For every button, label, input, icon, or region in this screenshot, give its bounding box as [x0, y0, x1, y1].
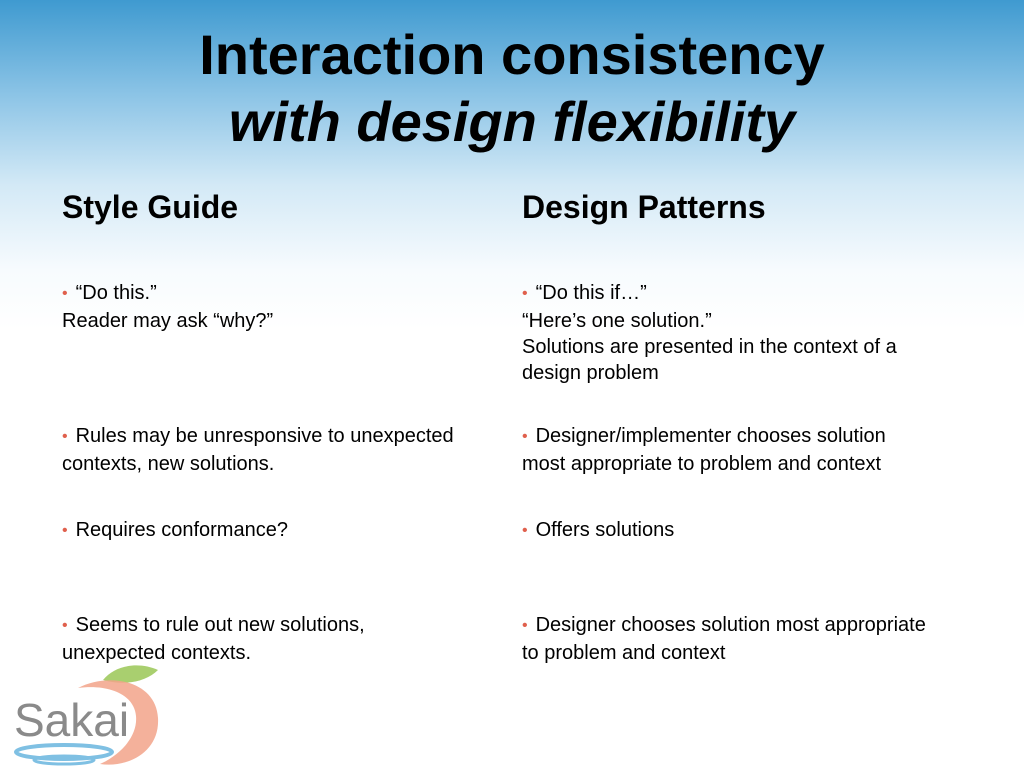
design-patterns-item-3	[522, 517, 962, 545]
item-text: Designer/implementer chooses solution	[535, 425, 886, 447]
style-guide-item-1	[62, 280, 502, 334]
style-guide-heading: Style Guide	[62, 189, 239, 225]
design-patterns-item-1	[522, 280, 962, 386]
style-guide-item-4	[62, 612, 502, 666]
slide-title: Interaction consistency	[199, 23, 825, 86]
style-guide-item-3	[62, 517, 502, 545]
bullet-icon: •	[522, 428, 528, 445]
bullet-icon: •	[62, 617, 68, 634]
item-line	[62, 612, 502, 640]
item-line: design problem	[522, 362, 659, 384]
item-line: unexpected contexts.	[62, 642, 252, 664]
item-line: contexts, new solutions.	[62, 453, 275, 475]
item-line: “Here’s one solution.”	[522, 310, 712, 332]
item-text: Designer chooses solution most appropriate	[535, 614, 926, 636]
item-line	[522, 612, 962, 640]
item-text: Seems to rule out new solutions,	[75, 614, 365, 636]
item-line	[62, 517, 502, 545]
item-text: Requires conformance?	[75, 519, 288, 541]
item-text: Rules may be unresponsive to unexpected	[75, 425, 454, 447]
item-line: Reader may ask “why?”	[62, 310, 274, 332]
item-text: Offers solutions	[535, 519, 675, 541]
slide-subtitle: with design flexibility	[228, 90, 796, 153]
design-patterns-item-2	[522, 423, 962, 477]
sakai-logo	[8, 660, 178, 768]
bullet-icon: •	[62, 522, 68, 539]
item-line	[62, 423, 502, 451]
bullet-icon: •	[62, 285, 68, 302]
leaf-icon	[103, 665, 158, 682]
design-patterns-heading: Design Patterns	[522, 189, 766, 225]
item-line	[522, 423, 962, 451]
item-line	[522, 517, 962, 545]
bullet-icon: •	[522, 617, 528, 634]
bullet-icon: •	[522, 522, 528, 539]
item-line	[62, 280, 502, 308]
item-line: to problem and context	[522, 642, 726, 664]
item-text: “Do this if…”	[535, 282, 647, 304]
logo-wordmark: Sakai	[14, 694, 130, 746]
bullet-icon: •	[522, 285, 528, 302]
style-guide-item-2	[62, 423, 502, 477]
item-text: “Do this.”	[75, 282, 157, 304]
design-patterns-item-4	[522, 612, 962, 666]
bullet-icon: •	[62, 428, 68, 445]
item-line: most appropriate to problem and context	[522, 453, 882, 475]
item-line: Solutions are presented in the context of a	[522, 336, 897, 358]
item-line	[522, 280, 962, 308]
